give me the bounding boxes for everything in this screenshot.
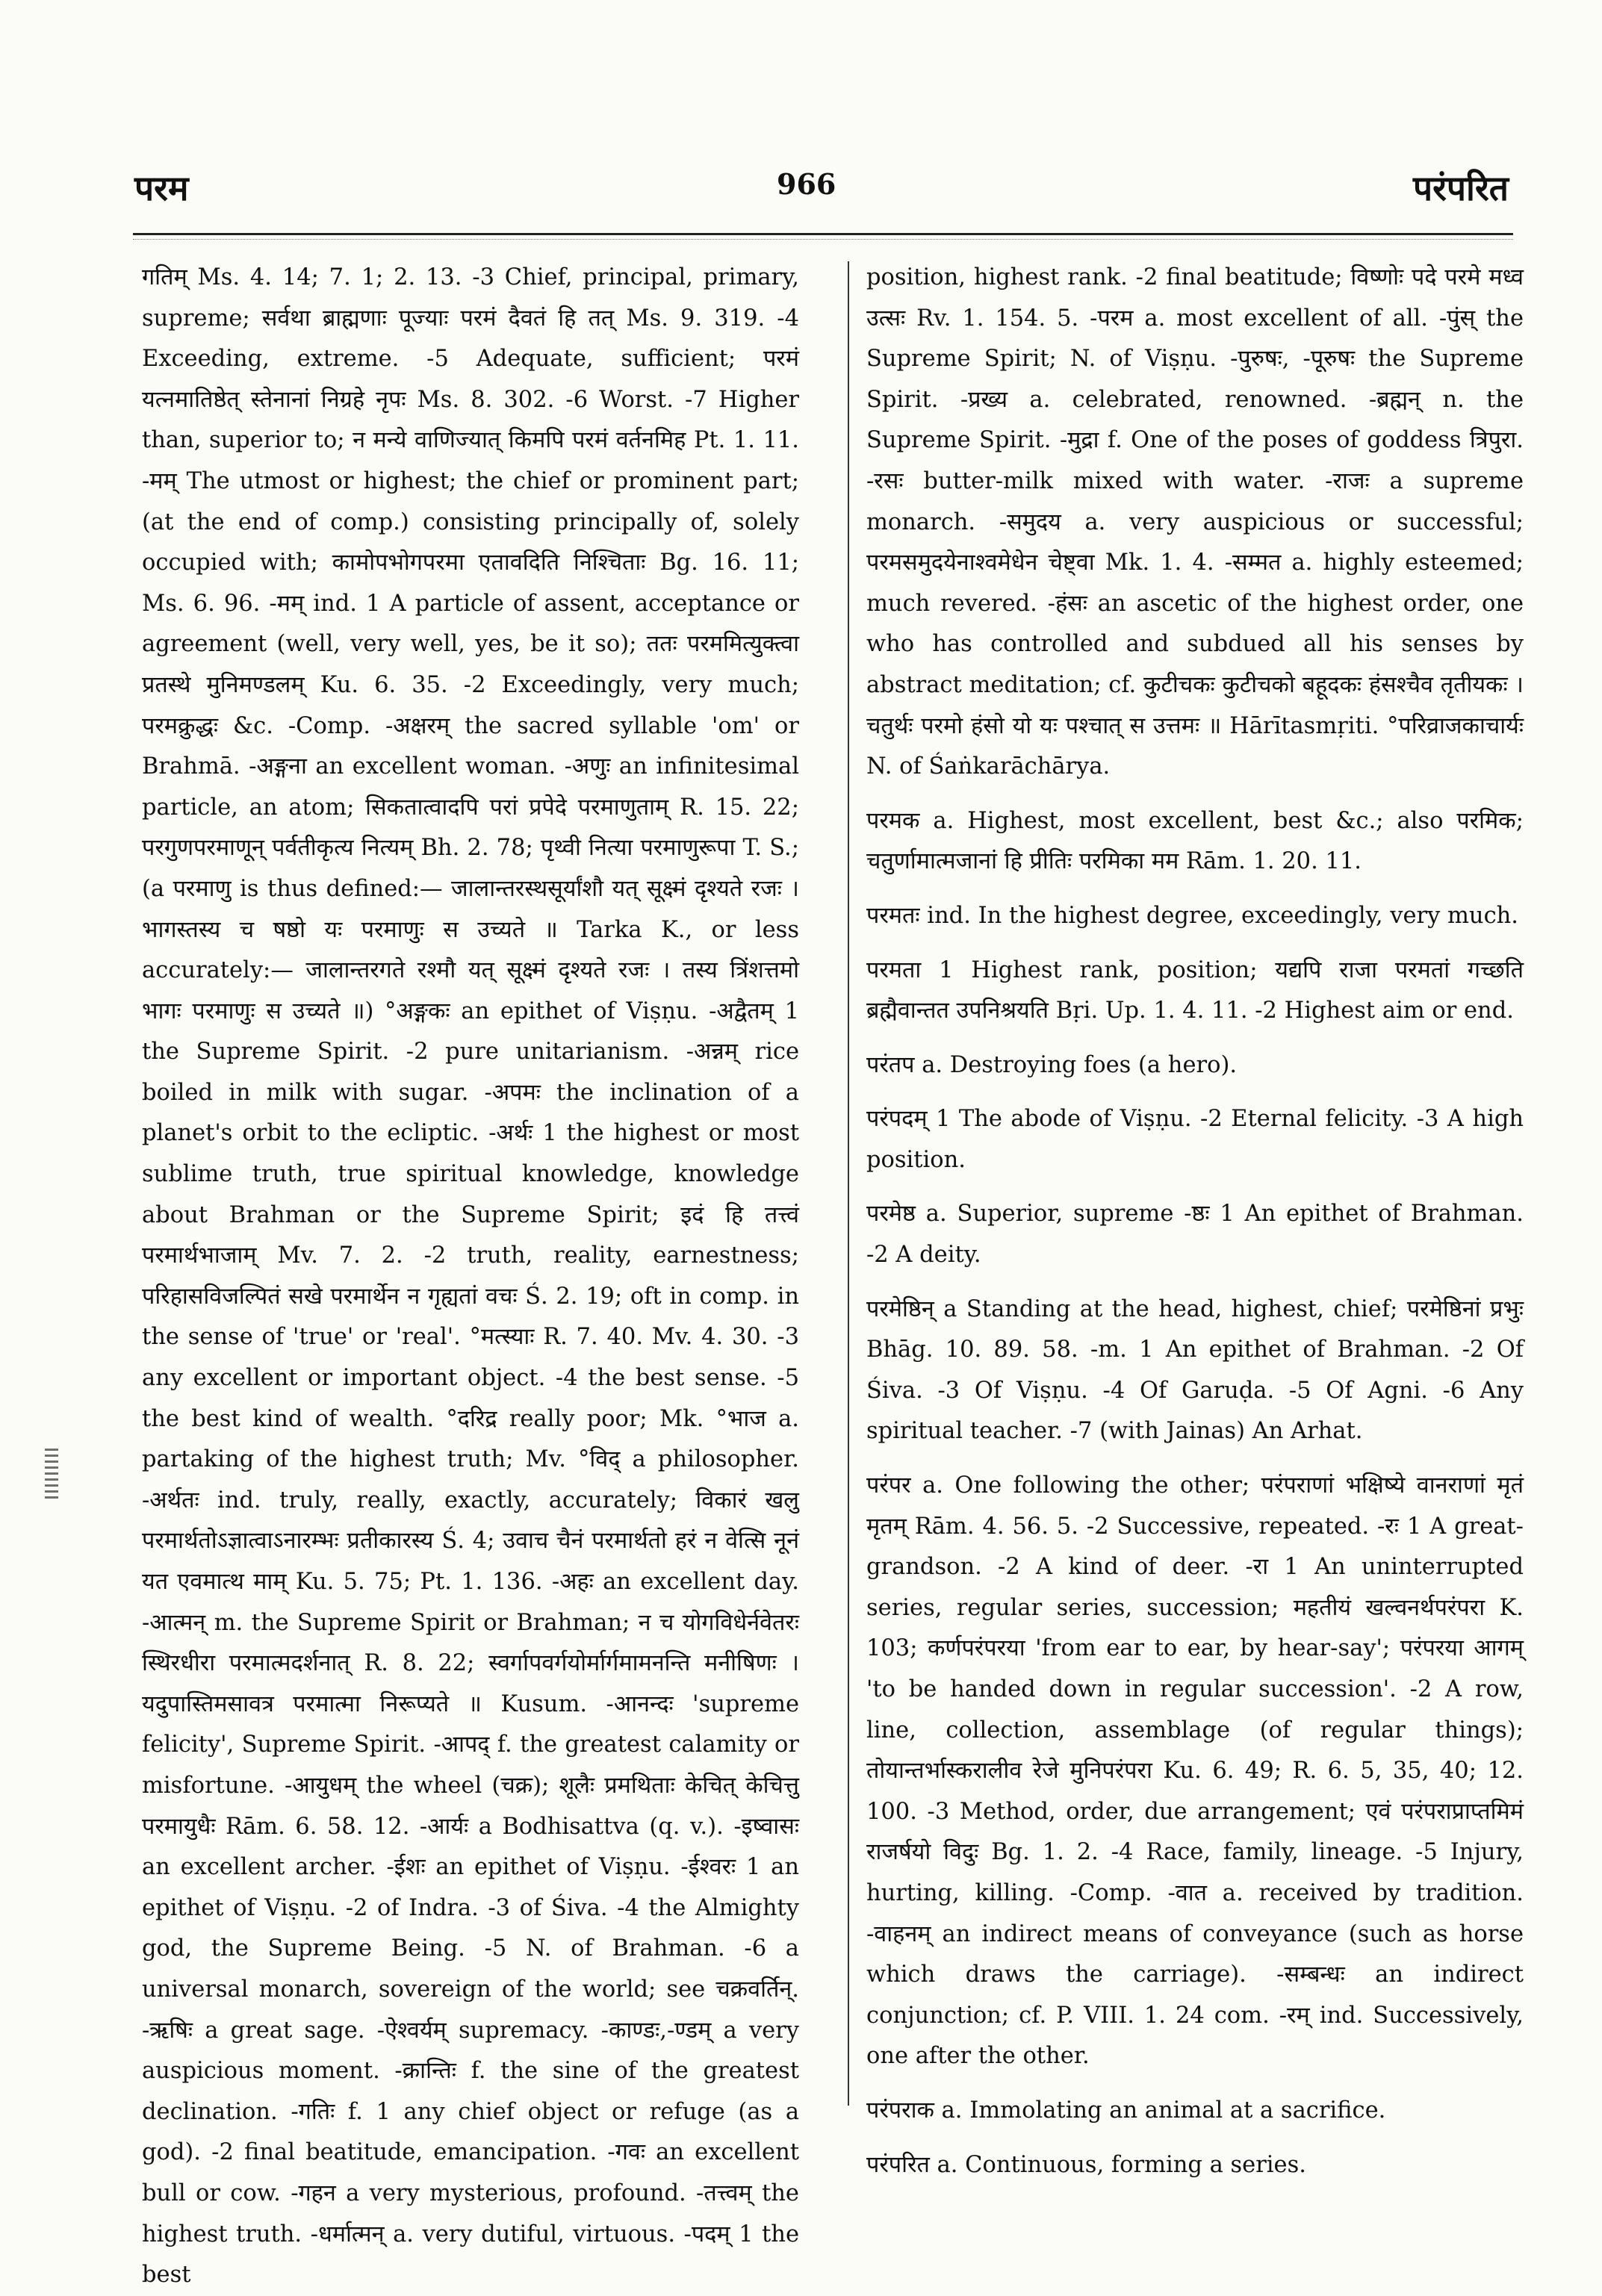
dictionary-entry: परमक a. Highest, most excellent, best &c.; also परमिक; चतुर्णामात्मजानां हि प्रीतिः परमिका मम Rām. 1. 20. 11. bbox=[866, 807, 1524, 875]
page-number: 966 bbox=[777, 167, 836, 201]
dictionary-entry: परमेष्ठ a. Superior, supreme -ष्ठः 1 An epithet of Brahman. -2 A deity. bbox=[866, 1201, 1524, 1269]
dictionary-entry: परंपरित a. Continuous, forming a series. bbox=[866, 2151, 1306, 2178]
header-left-word: परम bbox=[134, 168, 189, 208]
header-rule-dotted bbox=[133, 239, 1513, 240]
dictionary-entry: परंपदम् 1 The abode of Viṣṇu. -2 Eternal felicity. -3 A high position. bbox=[866, 1106, 1524, 1173]
dictionary-entry: परंतप a. Destroying foes (a hero). bbox=[866, 1051, 1238, 1078]
dictionary-entry: position, highest rank. -2 final beatitude; विष्णोः पदे परमे मध्व उत्सः Rv. 1. 154. 5. -परम a. most excellent of all. -पुंस् the Supreme Spirit; N. of Viṣṇu. -पुरुषः, -पूरुषः the Supreme Spirit. -प्रख्य a. celebrated, renowned. -ब्रह्मन् n. the Supreme Spirit. -मुद्रा f. One of the poses of goddess त्रिपुरा. -रसः butter-milk mixed with water. -राजः a supreme monarch. -समुदय a. very auspicious or successful; परमसमुदयेनाश्वमेधेन चेष्ट्वा Mk. 1. 4. -सम्मत a. highly esteemed; much revered. -हंसः an ascetic of the highest order, one who has controlled and subdued all his senses by abstract meditation; cf. कुटीचकः कुटीचको बहूदकः हंसश्चैव तृतीयकः । चतुर्थः परमो हंसो यो यः पश्चात् स उत्तमः ॥ Hārītasmṛiti. °परिव्राजकाचार्यः N. of Śaṅkarāchārya. bbox=[866, 264, 1524, 780]
scan-margin-mark bbox=[45, 1449, 58, 1501]
page-header bbox=[134, 164, 1509, 217]
dictionary-entry: परमता 1 Highest rank, position; यद्यपि राजा परमतां गच्छति ब्रह्मैवान्तत उपनिश्रयति Bṛi. Up. 1. 4. 11. -2 Highest aim or end. bbox=[866, 956, 1524, 1024]
dictionary-entry: परमेष्ठिन् a Standing at the head, highest, chief; परमेष्ठिनां प्रभुः Bhāg. 10. 89. 58. -m. 1 An epithet of Brahman. -2 Of Śiva. -3 Of Viṣṇu. -4 Of Garuḍa. -5 Of Agni. -6 Any spiritual teacher. -7 (with Jainas) An Arhat. bbox=[866, 1295, 1524, 1445]
header-right-word: परंपरित bbox=[1412, 168, 1509, 208]
left-column bbox=[142, 258, 799, 2296]
dictionary-entry: परमतः ind. In the highest degree, exceedingly, very much. bbox=[866, 902, 1518, 929]
left-column-text: गतिम् Ms. 4. 14; 7. 1; 2. 13. -3 Chief, principal, primary, supreme; सर्वथा ब्राह्मणाः पूज्याः परमं दैवतं हि तत् Ms. 9. 319. -4 Exceeding, extreme. -5 Adequate, sufficient; परमं यत्नमातिष्ठेत् स्तेनानां निग्रहे नृपः Ms. 8. 302. -6 Worst. -7 Higher than, superior to; न मन्ये वाणिज्यात् किमपि परमं वर्तनमिह Pt. 1. 11. -मम् The utmost or highest; the chief or prominent part; (at the end of comp.) consisting principally of, solely occupied with; कामोपभोगपरमा एतावदिति निश्चिताः Bg. 16. 11; Ms. 6. 96. -मम् ind. 1 A particle of assent, acceptance or agreement (well, very well, yes, be it so); ततः परममित्युक्त्वा प्रतस्थे मुनिमण्डलम् Ku. 6. 35. -2 Exceedingly, very much; परमक्रुद्धः &c. -Comp. -अक्षरम् the sacred syllable 'om' or Brahmā. -अङ्गना an excellent woman. -अणुः an infinitesimal particle, an atom; सिकतात्वादपि परां प्रपेदे परमाणुताम् R. 15. 22; परगुणपरमाणून् पर्वतीकृत्य नित्यम् Bh. 2. 78; पृथ्वी नित्या परमाणुरूपा T. S.; (a परमाणु is thus defined:— जालान्तरस्थसूर्यांशौ यत् सूक्ष्मं दृश्यते रजः । भागस्तस्य च षष्ठो यः परमाणुः स उच्यते ॥ Tarka K., or less accurately:— जालान्तरगते रश्मौ यत् सूक्ष्मं दृश्यते रजः । तस्य त्रिंशत्तमो भागः परमाणुः स उच्यते ॥) °अङ्गकः an epithet of Viṣṇu. -अद्वैतम् 1 the Supreme Spirit. -2 pure unitarianism. -अन्नम् rice boiled in milk with sugar. -अपमः the inclination of a planet's orbit to the ecliptic. -अर्थः 1 the highest or most sublime truth, true spiritual knowledge, knowledge about Brahman or the Supreme Spirit; इदं हि तत्त्वं परमार्थभाजाम् Mv. 7. 2. -2 truth, reality, earnestness; परिहासविजल्पितं सखे परमार्थेन न गृह्यतां वचः Ś. 2. 19; oft in comp. in the sense of 'true' or 'real'. °मत्स्याः R. 7. 40. Mv. 4. 30. -3 any excellent or important object. -4 the best sense. -5 the best kind of wealth. °दरिद्र really poor; Mk. °भाज a. partaking of the highest truth; Mv. °विद् a philosopher. -अर्थतः ind. truly, really, exactly, accurately; विकारं खलु परमार्थतोऽज्ञात्वाऽनारम्भः प्रतीकारस्य Ś. 4; उवाच चैनं परमार्थतो हरं न वेत्सि नूनं यत एवमात्थ माम् Ku. 5. 75; Pt. 1. 136. -अहः an excellent day. -आत्मन् m. the Supreme Spirit or Brahman; न च योगविधेर्नवेतरः स्थिरधीरा परमात्मदर्शनात् R. 8. 22; स्वर्गापवर्गयोर्मार्गमामनन्ति मनीषिणः । यदुपास्तिमसावत्र परमात्मा निरूप्यते ॥ Kusum. -आनन्दः 'supreme felicity', Supreme Spirit. -आपद् f. the greatest calamity or misfortune. -आयुधम् the wheel (चक्र); शूलैः प्रमथिताः केचित् केचित्तु परमायुधैः Rām. 6. 58. 12. -आर्यः a Bodhisattva (q. v.). -इष्वासः an excellent archer. -ईशः an epithet of Viṣṇu. -ईश्वरः 1 an epithet of Viṣṇu. -2 of Indra. -3 of Śiva. -4 the Almighty god, the Supreme Being. -5 N. of Brahman. -6 a universal monarch, sovereign of the world; see चक्रवर्तिन्. -ऋषिः a great sage. -ऐश्वर्यम् supremacy. -काण्डः,-ण्डम् a very auspicious moment. -क्रान्तिः f. the sine of the greatest declination. -गतिः f. 1 any chief object or refuge (as a god). -2 final beatitude, emancipation. -गवः an excellent bull or cow. -गहन a very mysterious, profound. -तत्त्वम् the highest truth. -धर्मात्मन् a. very dutiful, virtuous. -पदम् 1 the best bbox=[142, 264, 799, 2289]
dictionary-entry: परंपराक a. Immolating an animal at a sacrifice. bbox=[866, 2097, 1386, 2124]
right-column bbox=[866, 258, 1524, 2185]
header-rule bbox=[133, 233, 1513, 235]
column-divider bbox=[848, 261, 849, 2106]
dictionary-entry: परंपर a. One following the other; परंपराणां भक्षिष्ये वानराणां मृतं मृतम् Rām. 4. 56. 5. -2 Successive, repeated. -रः 1 A great-grandson. -2 A kind of deer. -रा 1 An uninterrupted series, regular series, succession; महतीयं खल्वनर्थपरंपरा K. 103; कर्णपरंपरया 'from ear to ear, by hear-say'; परंपरया आगम् 'to be handed down in regular succession'. -2 A row, line, collection, assemblage (of regular things); तोयान्तर्भास्करालीव रेजे मुनिपरंपरा Ku. 6. 49; R. 6. 5, 35, 40; 12. 100. -3 Method, order, due arrangement; एवं परंपराप्राप्तमिमं राजर्षयो विदुः Bg. 1. 2. -4 Race, family, lineage. -5 Injury, hurting, killing. -Comp. -वात a. received by tradition. -वाहनम् an indirect means of conveyance (such as horse which draws the carriage). -सम्बन्धः an indirect conjunction; cf. P. VIII. 1. 24 com. -रम् ind. Successively, one after the other. bbox=[866, 1472, 1524, 2070]
